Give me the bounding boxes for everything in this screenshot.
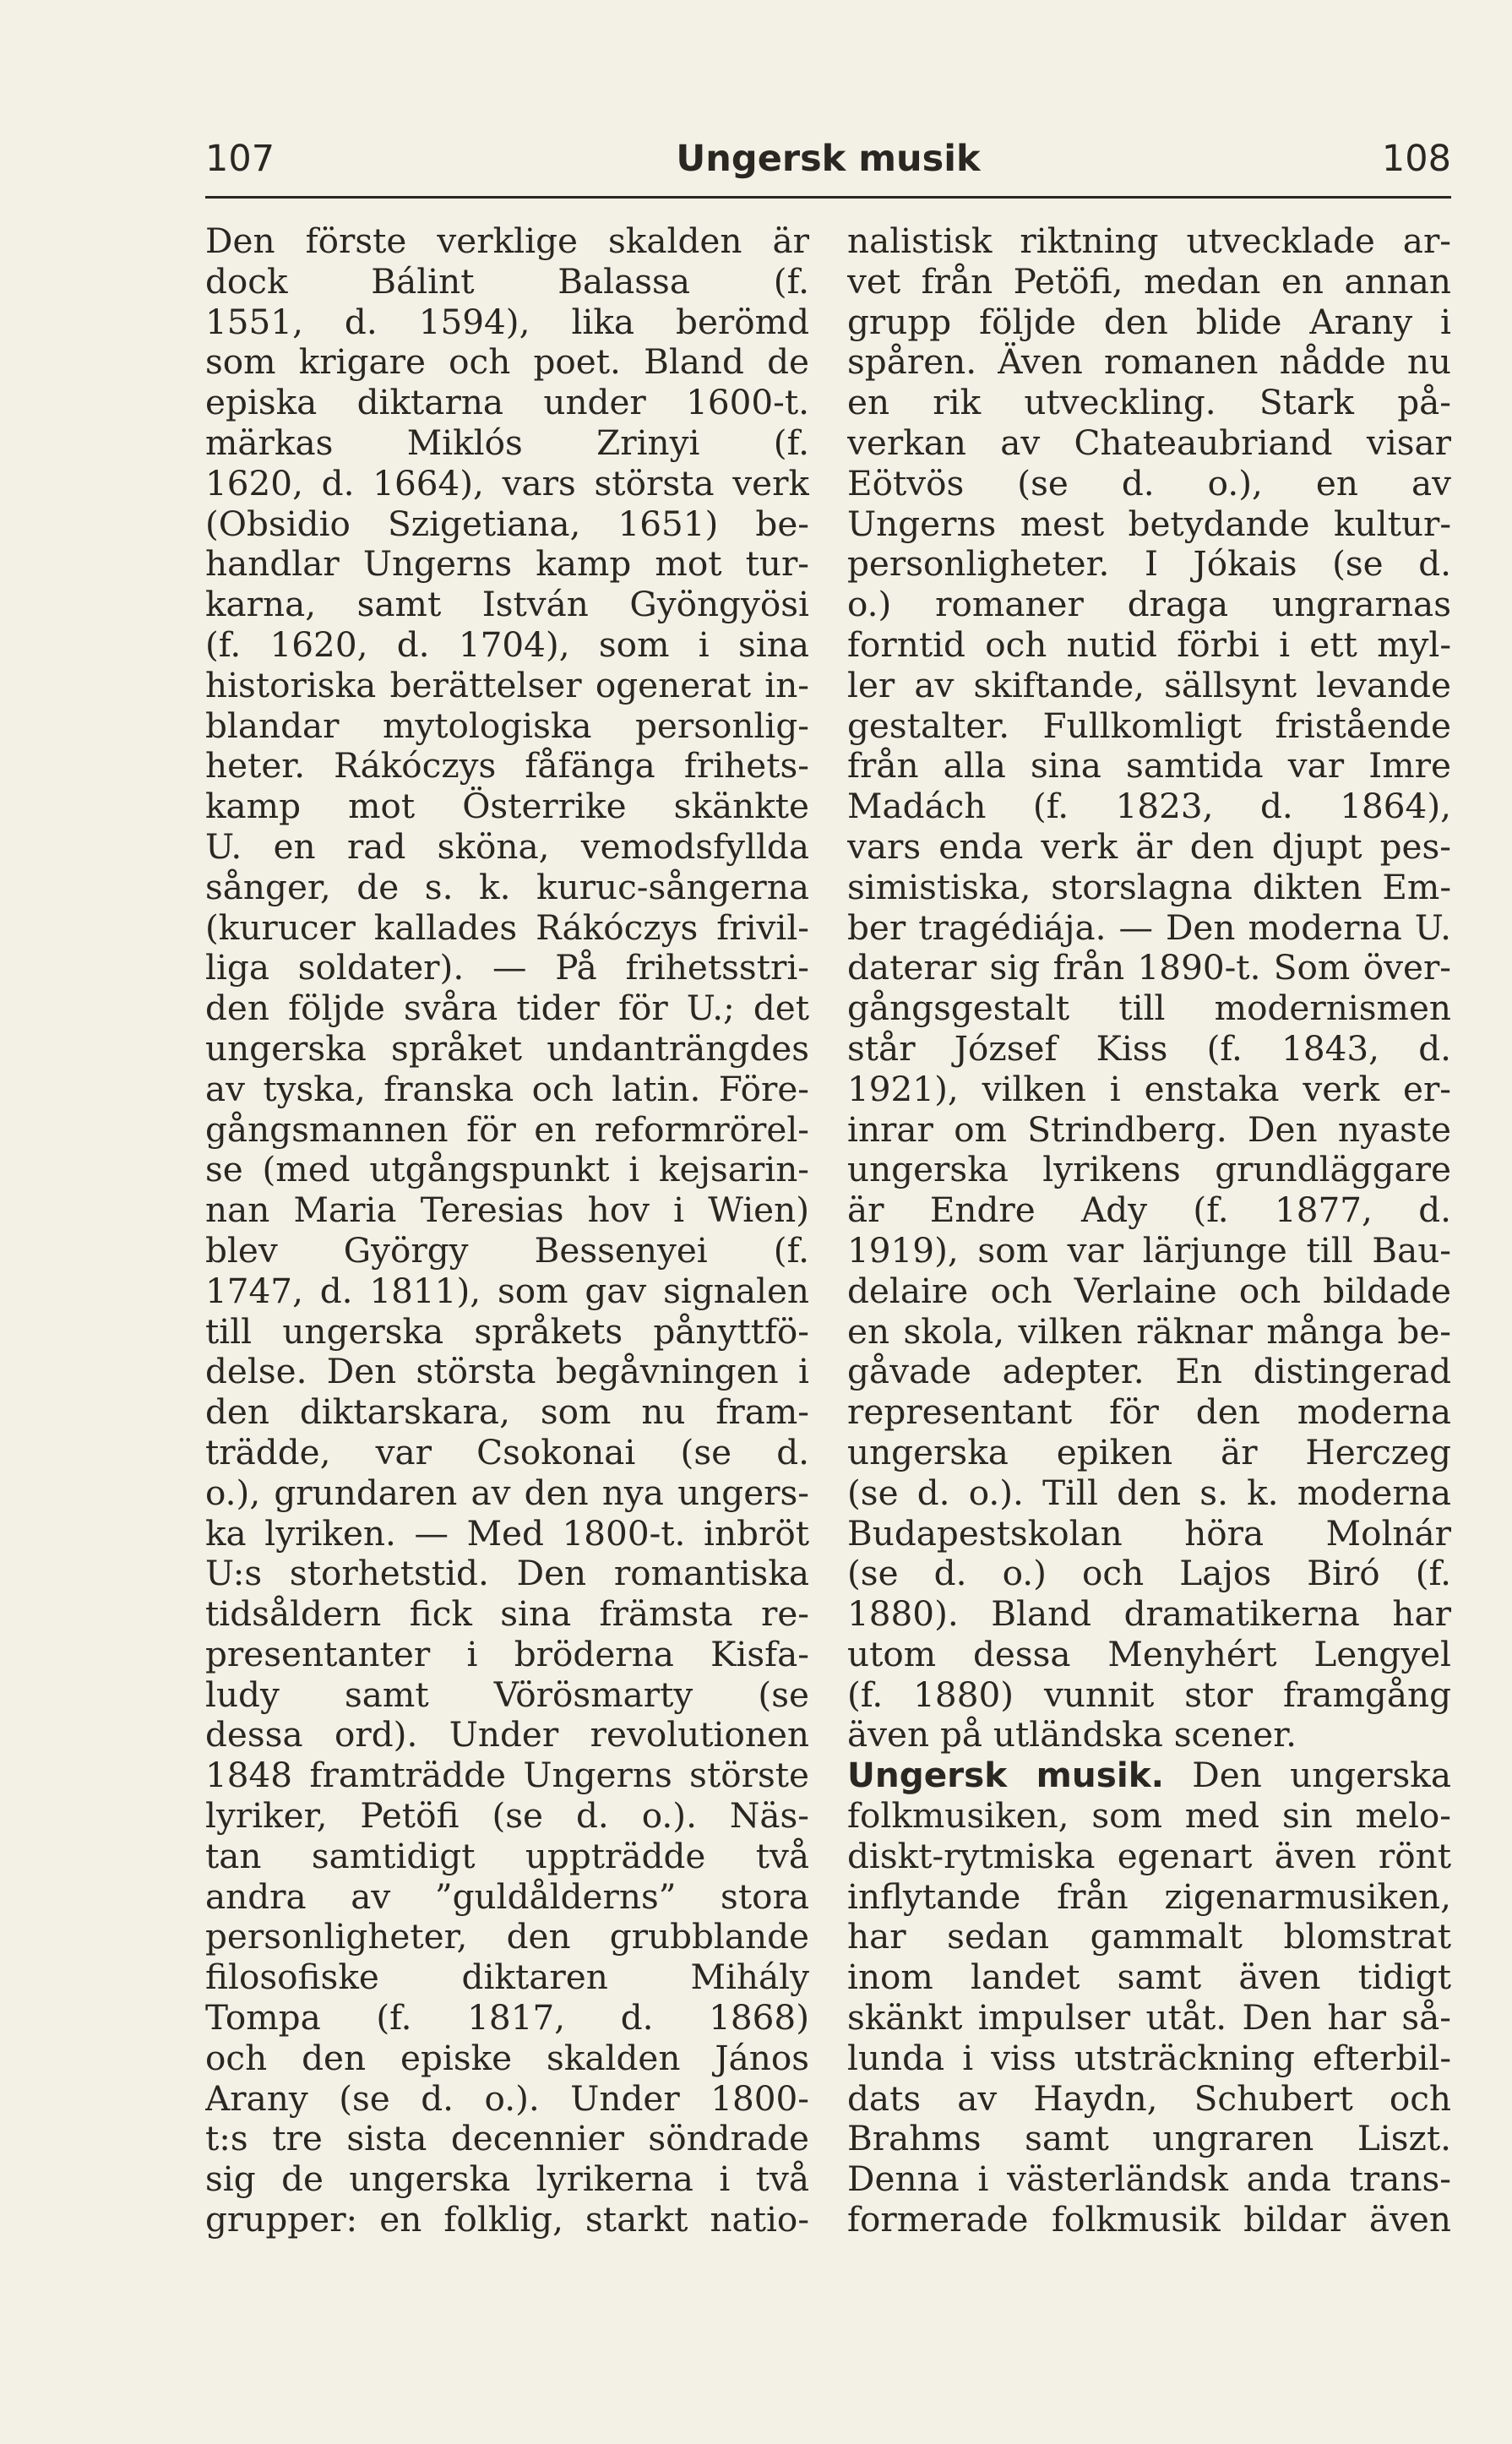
text-line: delaire och Verlaine och bildade — [847, 1271, 1451, 1311]
text-line: blandar mytologiska personlig- — [205, 705, 809, 746]
text-line: Ungersk musik. Den ungerska — [847, 1755, 1451, 1796]
text-line: daterar sig från 1890-t. Som över- — [847, 948, 1451, 988]
text-line: inom landet samt även tidigt — [847, 1957, 1451, 1998]
text-line: handlar Ungerns kamp mot tur- — [205, 544, 809, 585]
text-line: Eötvös (se d. o.), en av — [847, 463, 1451, 503]
entry-headword: Ungersk musik. — [847, 1755, 1165, 1796]
text-line: sånger, de s. k. kuruc-sångerna — [205, 867, 809, 907]
text-line: en skola, vilken räknar många be- — [847, 1311, 1451, 1352]
text-line: 1919), som var lärjunge till Bau- — [847, 1230, 1451, 1271]
text-line: heter. Rákóczys fåfänga frihets- — [205, 746, 809, 787]
text-line: folkmusiken, som med sin melo- — [847, 1796, 1451, 1837]
text-line: blev György Bessenyei (f. — [205, 1230, 809, 1271]
text-line: av tyska, franska och latin. Före- — [205, 1069, 809, 1109]
text-line: 1747, d. 1811), som gav signalen — [205, 1271, 809, 1311]
text-line: 1620, d. 1664), vars största verk — [205, 463, 809, 503]
text-line: formerade folkmusik bildar även — [847, 2200, 1451, 2240]
text-line: Den förste verklige skalden är — [205, 221, 809, 261]
text-line: ka lyriken. — Med 1800-t. inbröt — [205, 1513, 809, 1554]
text-line: gångsmannen för en reformrörel- — [205, 1109, 809, 1150]
text-line: verkan av Chateaubriand visar — [847, 422, 1451, 463]
text-line: inflytande från zigenarmusiken, — [847, 1876, 1451, 1917]
text-line: dats av Haydn, Schubert och — [847, 2078, 1451, 2119]
text-line: se (med utgångspunkt i kejsarin- — [205, 1150, 809, 1190]
text-line: t:s tre sista decennier söndrade — [205, 2119, 809, 2159]
text-line: (f. 1880) vunnit stor framgång — [847, 1674, 1451, 1715]
text-line: en rik utveckling. Stark på- — [847, 383, 1451, 423]
text-line: o.) romaner draga ungrarnas — [847, 585, 1451, 625]
text-line: ungerska språket undanträngdes — [205, 1028, 809, 1069]
text-line: nan Maria Teresias hov i Wien) — [205, 1190, 809, 1231]
text-line: forntid och nutid förbi i ett myl- — [847, 624, 1451, 665]
right-column — [847, 221, 1451, 2240]
text-line: ber tragédiája. — Den moderna U. — [847, 907, 1451, 948]
text-line: sig de ungerska lyrikerna i två — [205, 2159, 809, 2200]
text-line: (se d. o.). Till den s. k. moderna — [847, 1472, 1451, 1513]
text-line: är Endre Ady (f. 1877, d. — [847, 1190, 1451, 1231]
text-line: nalistisk riktning utvecklade ar- — [847, 221, 1451, 261]
text-line: (Obsidio Szigetiana, 1651) be- — [205, 503, 809, 544]
page-header — [205, 131, 1451, 190]
running-title: Ungersk musik — [676, 138, 981, 180]
text-line: o.), grundaren av den nya ungers- — [205, 1472, 809, 1513]
text-line: ludy samt Vörösmarty (se — [205, 1674, 809, 1715]
text-line: grupper: en folklig, starkt natio- — [205, 2200, 809, 2240]
text-line: historiska berättelser ogenerat in- — [205, 665, 809, 705]
text-line: vet från Petöfi, medan en annan — [847, 261, 1451, 302]
text-line: inrar om Strindberg. Den nyaste — [847, 1109, 1451, 1150]
text-line: Denna i västerländsk anda trans- — [847, 2159, 1451, 2200]
text-line: Ungerns mest betydande kultur- — [847, 503, 1451, 544]
text-line: även på utländska scener. — [847, 1715, 1297, 1755]
text-line: ungerska epiken är Herczeg — [847, 1432, 1451, 1472]
text-line: från alla sina samtida var Imre — [847, 746, 1451, 787]
text-line: 1921), vilken i enstaka verk er- — [847, 1069, 1451, 1109]
text-line: liga soldater). — På frihetsstri- — [205, 948, 809, 988]
text-line: karna, samt István Gyöngyösi — [205, 585, 809, 625]
page-number-left: 107 — [205, 138, 275, 180]
text-line: filosofiske diktaren Mihály — [205, 1957, 809, 1998]
text-line: U. en rad sköna, vemodsfyllda — [205, 826, 809, 867]
text-line: tidsåldern fick sina främsta re- — [205, 1594, 809, 1635]
text-line: dock Bálint Balassa (f. — [205, 261, 809, 302]
text-line: (kurucer kallades Rákóczys frivil- — [205, 907, 809, 948]
text-line: representant för den moderna — [847, 1392, 1451, 1433]
text-line: skänkt impulser utåt. Den har så- — [847, 1998, 1451, 2038]
text-line: ler av skiftande, sällsynt levande — [847, 665, 1451, 705]
page-number-right: 108 — [1381, 138, 1451, 180]
text-line: 1848 framträdde Ungerns störste — [205, 1755, 809, 1796]
text-line: 1880). Bland dramatikerna har — [847, 1594, 1451, 1635]
text-line: till ungerska språkets pånyttfö- — [205, 1311, 809, 1352]
text-line: Madách (f. 1823, d. 1864), — [847, 787, 1451, 827]
text-line: personligheter, den grubblande — [205, 1917, 809, 1957]
text-line: U:s storhetstid. Den romantiska — [205, 1554, 809, 1594]
text-line: gestalter. Fullkomligt fristående — [847, 705, 1451, 746]
text-line: märkas Miklós Zrinyi (f. — [205, 422, 809, 463]
text-line: Budapestskolan höra Molnár — [847, 1513, 1451, 1554]
text-line: den följde svåra tider för U.; det — [205, 988, 809, 1029]
text-line: gåvade adepter. En distingerad — [847, 1352, 1451, 1392]
text-line: andra av ”guldålderns” stora — [205, 1876, 809, 1917]
text-line: simistiska, storslagna dikten Em- — [847, 867, 1451, 907]
text-line: Brahms samt ungraren Liszt. — [847, 2119, 1451, 2159]
text-line: tan samtidigt uppträdde två — [205, 1836, 809, 1876]
text-line: presentanter i bröderna Kisfa- — [205, 1634, 809, 1674]
text-line: lunda i viss utsträckning efterbil- — [847, 2038, 1451, 2078]
text-line: kamp mot Österrike skänkte — [205, 787, 809, 827]
text-line: (f. 1620, d. 1704), som i sina — [205, 624, 809, 665]
text-line: diskt-rytmiska egenart även rönt — [847, 1836, 1451, 1876]
text-line: lyriker, Petöfi (se d. o.). Näs- — [205, 1796, 809, 1837]
text-line: episka diktarna under 1600-t. — [205, 383, 809, 423]
text-line: utom dessa Menyhért Lengyel — [847, 1634, 1451, 1674]
text-line: och den episke skalden János — [205, 2038, 809, 2078]
text-line: ungerska lyrikens grundläggare — [847, 1150, 1451, 1190]
text-line: trädde, var Csokonai (se d. — [205, 1432, 809, 1472]
text-line: vars enda verk är den djupt pes- — [847, 826, 1451, 867]
text-line: grupp följde den blide Arany i — [847, 302, 1451, 342]
header-rule — [205, 196, 1451, 199]
text-line: 1551, d. 1594), lika berömd — [205, 302, 809, 342]
left-column — [205, 221, 809, 2240]
text-line: personligheter. I Jókais (se d. — [847, 544, 1451, 585]
text-line: den diktarskara, som nu fram- — [205, 1392, 809, 1433]
text-line: dessa ord). Under revolutionen — [205, 1715, 809, 1755]
text-line: står József Kiss (f. 1843, d. — [847, 1028, 1451, 1069]
text-line: har sedan gammalt blomstrat — [847, 1917, 1451, 1957]
text-line: (se d. o.) och Lajos Biró (f. — [847, 1554, 1451, 1594]
text-line: Tompa (f. 1817, d. 1868) — [205, 1998, 809, 2038]
text-line: delse. Den största begåvningen i — [205, 1352, 809, 1392]
text-line: gångsgestalt till modernismen — [847, 988, 1451, 1029]
text-line: spåren. Även romanen nådde nu — [847, 342, 1451, 383]
text-line: som krigare och poet. Bland de — [205, 342, 809, 383]
text-line: Arany (se d. o.). Under 1800- — [205, 2078, 809, 2119]
